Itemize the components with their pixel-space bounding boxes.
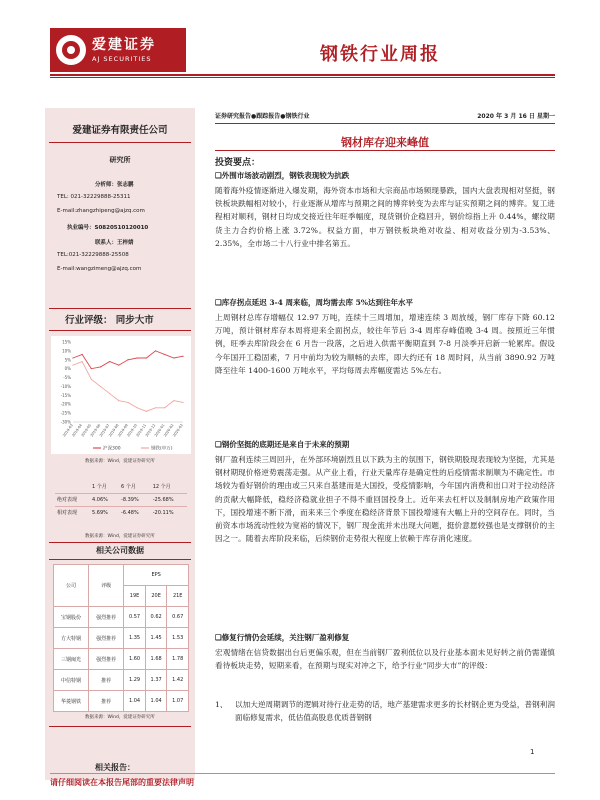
x-tick-label: 2019-06 — [89, 423, 102, 438]
x-tick-label: 2019-11 — [135, 423, 148, 438]
legend-label: 钢铁(申万) — [151, 446, 173, 452]
performance-chart-svg — [51, 336, 191, 454]
y-tick-label: 10% — [62, 348, 71, 354]
section-heading: ❑修复行情仍会延续，关注钢厂盈利修复 — [215, 633, 350, 642]
table-cell: -20.11% — [151, 506, 187, 519]
data-point — [182, 402, 183, 403]
related-companies-title: 相关公司数据 — [96, 546, 144, 555]
table-cell: 强烈推荐 — [89, 649, 124, 670]
table-cell: 方大特钢 — [54, 628, 89, 649]
data-point — [109, 361, 110, 362]
table-row — [54, 670, 189, 691]
data-point — [100, 366, 101, 367]
y-tick-label: -5% — [63, 375, 71, 381]
series-line — [73, 362, 183, 412]
data-point — [137, 407, 138, 408]
x-tick-label: 2020-01 — [153, 423, 166, 438]
data-point — [118, 400, 119, 401]
analyst-email: E-mail:zhangzhipeng@ajzq.com — [57, 208, 145, 214]
logo-english-name: AJ SECURITIES — [92, 55, 152, 63]
company-eps-table — [53, 564, 189, 712]
x-tick-label: 2019-10 — [126, 423, 138, 438]
x-tick-label: 2019-03 — [62, 423, 74, 438]
table-header-cell: 19E — [124, 586, 146, 607]
table-header-cell: 21E — [167, 586, 189, 607]
table-cell: 推荐 — [89, 691, 124, 712]
sidebar-divider — [49, 542, 191, 543]
data-point — [127, 359, 128, 360]
data-point — [182, 356, 183, 357]
table-row — [55, 493, 187, 506]
x-tick-label: 2020-02 — [162, 423, 175, 438]
list-item-number: 1、 — [215, 700, 228, 709]
list-item — [215, 698, 555, 724]
table-header-cell: 12 个月 — [152, 483, 171, 490]
table-cell: 中信特钢 — [54, 670, 89, 691]
table-cell: 华菱钢铁 — [54, 691, 89, 712]
contact-tel: TEL:021-32229888-25508 — [57, 252, 129, 258]
x-tick-label: 2019-12 — [144, 423, 157, 438]
sidebar-divider — [49, 330, 191, 331]
table-row — [55, 480, 187, 493]
company-logo — [50, 28, 186, 72]
logo-emblem-icon — [56, 35, 86, 65]
data-point — [72, 365, 73, 366]
title-divider — [215, 150, 555, 151]
data-point — [164, 354, 165, 355]
table-cell: 三钢闽光 — [54, 649, 89, 670]
table-cell: 推荐 — [89, 670, 124, 691]
table-row — [54, 691, 189, 712]
cert-row: 执业编号：S0820510120010 — [67, 225, 149, 231]
table-cell: 1.53 — [167, 628, 189, 649]
table-cell: 1.45 — [145, 628, 167, 649]
table-cell: 1.60 — [124, 649, 146, 670]
table-cell: -8.39% — [119, 493, 151, 506]
table-cell: 4.06% — [90, 493, 119, 506]
table-cell: 1.68 — [145, 649, 167, 670]
table-cell: 强烈推荐 — [89, 628, 124, 649]
y-tick-label: -30% — [60, 419, 71, 425]
data-point — [91, 379, 92, 380]
section-heading: ❑外围市场波动剧烈，钢铁表现较为抗跌 — [215, 171, 350, 180]
table-cell: 0.67 — [167, 607, 189, 628]
header-divider-thin — [50, 77, 555, 78]
industry-rating: 行业评级： 同步大市 — [65, 315, 154, 326]
y-tick-label: 0% — [64, 366, 71, 372]
table-cell: 宝钢股份 — [54, 607, 89, 628]
data-point — [155, 350, 156, 351]
table-row — [54, 628, 189, 649]
analyst-tel: TEL: 021-32229888-25311 — [57, 194, 131, 200]
table-cell: 5.69% — [90, 506, 119, 519]
data-point — [118, 365, 119, 366]
y-tick-label: 5% — [64, 357, 71, 363]
section-paragraph: 钢厂盈利连续三周回升，在外部环境剧烈且以下跌为主的氛围下，钢铁期股现表现较为坚挺，尤其是钢材期现价格逆势震荡走强。从产业上看，行业天量库存是确定性的后疫情需求制顺为不确定性。市场较为看好钢价的理由或三只来自基建而是大国投，受疫情影响，今年国内消费和出口对于拉动经济的贡献大幅降低，稳经济稳就业担子不得不重回国投身上。近年来去杠杆以及制制房地产政策作用下，国投增速不断下滑，而来来三个季度在稳经济背景下国投增速有大幅上升的空间存在。同时，当前资本市场流动性较为宽裕的情况下，钢厂现金流并未出现大问题，挺价意愿较强也是支撑钢价的主因之一。随着去库阶段来临，后续钢价走势很大程度上依赖于库存消化速度。 — [215, 455, 555, 544]
table-row — [54, 649, 189, 670]
performance-table — [55, 480, 187, 519]
data-point — [173, 357, 174, 358]
data-point — [146, 357, 147, 358]
key-points-label: 投资要点： — [215, 158, 261, 168]
report-type-title: 钢铁行业周报 — [320, 44, 440, 65]
meta-divider — [215, 123, 555, 124]
company-source: 数据来源：Wind，爱建证券研究所 — [85, 715, 155, 720]
table-header-cell: EPS — [124, 565, 189, 586]
analyst-row: 分析师：张志鹏 — [95, 182, 134, 188]
y-tick-label: 15% — [62, 339, 71, 345]
report-date: 2020 年 3 月 16 日 星期一 — [477, 113, 555, 120]
data-point — [72, 357, 73, 358]
data-point — [82, 361, 83, 362]
institute-label: 研究所 — [109, 155, 131, 164]
table-header-cell — [55, 480, 90, 493]
table-header-cell: 20E — [145, 586, 167, 607]
sidebar-divider — [49, 142, 191, 143]
data-point — [82, 354, 83, 355]
report-meta — [215, 111, 555, 120]
table-cell: 1.42 — [167, 670, 189, 691]
x-tick-label: 2019-07 — [98, 423, 111, 438]
list-item-text: 以加大逆周期调节的逻辑对待行业走势的话，地产基建需求更多的长材钢企更为受益，普钢利润面临修复需求，低估值高股息优质普钢钢 — [235, 700, 555, 723]
section-paragraph: 随着海外疫情逐渐进入爆发期，海外资本市场和大宗商品市场频现暴跌，国内大盘表现相对坚挺，钢铁板块跌幅相对较小，行业逐渐从增库与预期之间的博弈转变为去库与证实预期之间的博弈。复工进程相对顺利，钢材日均成交接近往年旺季幅度，现货钢价企稳回升，钢价综指上升 0.44%，螺纹期货主力合约价格上涨 3.72%。权益方面，申万钢铁板块绝对收益、相对收益分别为-3.53%、2.35%，全市场二十八行业中排名第五。 — [215, 186, 555, 248]
table-cell: 1.78 — [167, 649, 189, 670]
company-name: 爱建证券有限责任公司 — [72, 125, 168, 136]
contact-email: E-mail:wangzimeng@ajzq.com — [57, 266, 142, 272]
x-tick-label: 2019-08 — [107, 423, 120, 438]
table-row — [54, 607, 189, 628]
data-point — [137, 357, 138, 358]
sidebar-divider — [49, 559, 191, 560]
section-heading: ❑钢价坚挺的底期还是来自于未来的预期 — [215, 440, 350, 449]
legal-disclaimer-link[interactable]: 请仔细阅读在本报告尾部的重要法律声明 — [50, 778, 194, 787]
report-category: 证券研究报告●跟踪报告●钢铁行业 — [215, 113, 310, 120]
data-point — [100, 386, 101, 387]
contact-row: 联系人：王梓婧 — [95, 240, 134, 246]
table-cell: 1.35 — [124, 628, 146, 649]
sidebar-divider — [49, 308, 191, 309]
data-point — [109, 393, 110, 394]
legend-label: 沪深300 — [103, 446, 121, 452]
x-tick-label: 2019-04 — [71, 423, 83, 438]
left-sidebar — [45, 108, 195, 780]
data-point — [173, 400, 174, 401]
page-number: 1 — [530, 748, 535, 756]
section-heading: ❑库存拐点延迟 3-4 周来临，周均需去库 5%达到往年水平 — [215, 298, 413, 307]
table-row — [54, 565, 189, 586]
chart-source: 数据来源：Wind，爱建证券研究所 — [85, 459, 155, 464]
related-reports-label: 相关报告： — [95, 763, 135, 772]
logo-chinese-name: 爱建证券 — [92, 37, 156, 53]
table-cell: 0.62 — [145, 607, 167, 628]
x-tick-label: 2019-05 — [80, 423, 93, 438]
table-cell: 1.04 — [145, 691, 167, 712]
y-tick-label: -25% — [60, 410, 71, 416]
table-header-cell: 公司 — [54, 565, 89, 607]
sidebar-divider — [49, 726, 191, 727]
performance-chart — [51, 336, 191, 454]
data-point — [127, 402, 128, 403]
x-tick-label: 2019-09 — [117, 423, 129, 438]
table-cell: 强烈推荐 — [89, 607, 124, 628]
y-tick-label: -15% — [60, 392, 71, 398]
y-tick-label: -10% — [60, 383, 71, 389]
section-paragraph: 宏观情绪在信贷数据出台后更偏乐观，但在当前钢厂盈利低位以及行业基本面未见好转之前仍需谨慎看待板块走势，短期来看，在预期与现实对冲之下，给予行业“同步大市”的评级： — [215, 648, 555, 671]
table-cell: 0.57 — [124, 607, 146, 628]
table-cell: 相对表现 — [55, 506, 90, 519]
footer-divider — [50, 773, 555, 774]
table-row — [55, 506, 187, 519]
table-cell: -6.48% — [119, 506, 151, 519]
table-header-cell: 6 个月 — [121, 483, 136, 490]
table-cell: 1.37 — [145, 670, 167, 691]
x-tick-label: 2020-03 — [172, 423, 184, 438]
report-title: 钢材库存迎来峰值 — [341, 136, 429, 149]
perf-source: 数据来源：Wind，爱建证券研究所 — [85, 534, 155, 539]
table-header-cell: 1 个月 — [92, 483, 107, 490]
table-cell: 1.29 — [124, 670, 146, 691]
data-point — [91, 368, 92, 369]
table-cell: 1.04 — [124, 691, 146, 712]
header-divider — [50, 74, 555, 76]
data-point — [164, 407, 165, 408]
table-cell: 1.07 — [167, 691, 189, 712]
data-point — [146, 411, 147, 412]
data-point — [155, 407, 156, 408]
section-paragraph: 上周钢材总库存增幅仅 12.97 万吨，连续十三周增加，增速连续 3 周放缓，钢厂库存下降 60.12 万吨，预计钢材库存本周将迎来全面拐点，较往年节后 3-4 周库存峰值晚 3-4 周。按照近三年惯例，旺季去库阶段会在 6 月告一段落，之后进入供需平衡期直到 7-8 月淡季开启新一轮累库。假设今年国开工稳固素，7 月中前均为较为顺畅的去库，即大约还有 18 周时间，从当前 3890.92 万吨降至往年 1400-1600 万吨水平，平均每周去库幅度需达 5%左右。 — [215, 313, 555, 375]
table-header-cell: 评级 — [89, 565, 124, 607]
y-tick-label: -20% — [60, 401, 71, 407]
table-cell: 绝对表现 — [55, 493, 90, 506]
table-cell: -25.68% — [151, 493, 187, 506]
